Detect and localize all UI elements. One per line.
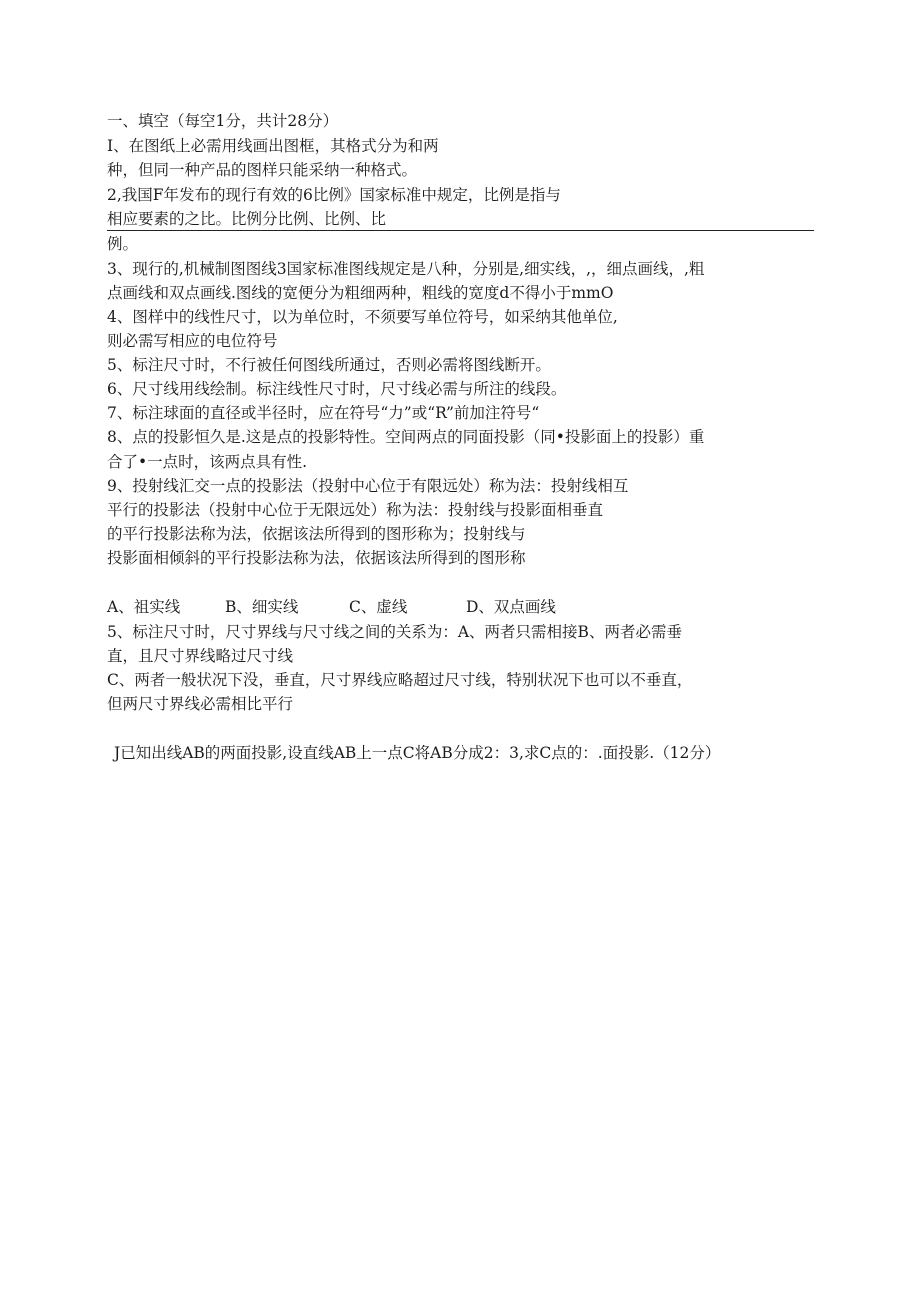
text-line: 合了•一点时，该两点具有性.	[107, 453, 308, 471]
text-line: 种，但同一种产品的图样只能采纳一种格式。	[107, 161, 418, 179]
text-line: 4、图样中的线性尺寸，以为单位时，不须要写单位符号，如采纳其他单位,	[107, 308, 618, 326]
option-d: D、双点画线	[466, 598, 556, 616]
option-row	[107, 596, 556, 618]
text-line: 相应要素的之比。比例分比例、比例、比	[107, 210, 387, 228]
text-line: 7、标注球面的直径或半径时，应在符号“力”或“R”前加注符号“	[107, 404, 540, 422]
question-text: J已知出线AB的两面投影,设直线AB上一点C将AB分成2：3,求C点的：.面投影.（12分）	[114, 744, 721, 762]
text-line: 但两尺寸界线必需相比平行	[107, 695, 294, 713]
text-line: 5、标注尺寸时，尺寸界线与尺寸线之间的关系为：A、两者只需相接B、两者必需垂	[107, 623, 682, 641]
text-line: 6、尺寸线用线绘制。标注线性尺寸时，尺寸线必需与所注的线段。	[107, 380, 567, 398]
option-a: A、祖实线	[107, 598, 181, 616]
text-line: C、两者一般状况下没，垂直，尺寸界线应略超过尺寸线，特别状况下也可以不垂直，	[107, 671, 693, 689]
text-line: 5、标注尺寸时，不行被任何图线所通过，否则必需将图线断开。	[107, 356, 551, 374]
text-line: 9、投射线汇交一点的投影法（投射中心位于有限远处）称为法：投射线相互	[107, 477, 629, 495]
text-line: 投影面相倾斜的平行投影法称为法，依据该法所得到的图形称	[107, 549, 526, 567]
section-title: 一、填空（每空1分，共计28分）	[107, 112, 339, 130]
text-line: 则必需写相应的电位符号	[107, 332, 278, 350]
text-line: 8、点的投影恒久是.这是点的投影特性。空间两点的同面投影（同•投影面上的投影）重	[107, 428, 705, 446]
text-line: 的平行投影法称为法，依据该法所得到的图形称为；投射线与	[107, 525, 526, 543]
option-b: B、细实线	[225, 598, 299, 616]
text-line: 3、现行的,机械制图图线3国家标准图线规定是八种，分别是,细实线，,，细点画线，,粗	[107, 260, 705, 278]
text-line: I、在图纸上必需用线画出图框，其格式分为和两	[107, 137, 439, 155]
text-line: 例。	[107, 235, 139, 253]
text-line: 平行的投影法（投射中心位于无限远处）称为法：投射线与投影面相垂直	[107, 501, 604, 519]
text-line: 直，且尺寸界线略过尺寸线	[107, 647, 294, 665]
text-line: 2,我国F年发布的现行有效的6比例》国家标准中规定，比例是指与	[107, 186, 561, 204]
option-c: C、虚线	[349, 598, 408, 616]
divider-line	[107, 230, 814, 231]
text-line: 点画线和双点画线.图线的宽便分为粗细两种，粗线的宽度d不得小于mmO	[107, 284, 614, 302]
